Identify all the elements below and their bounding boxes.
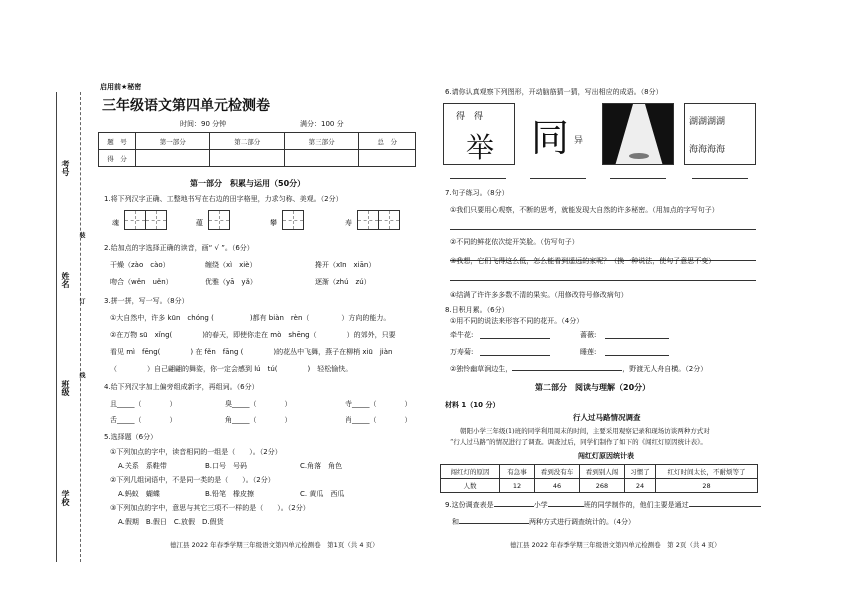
q5-text: 5.选择题（6分） bbox=[104, 433, 158, 441]
q9-e: 两种方式进行调查统计的。（4分） bbox=[529, 518, 635, 526]
q3-segment: ）的郊外，只要 bbox=[346, 331, 396, 339]
writing-grid[interactable] bbox=[282, 210, 304, 230]
q3-text: 3.拼一拼，写一写。（8分） bbox=[104, 297, 189, 305]
puzzle-image-1 bbox=[443, 103, 515, 165]
score-table-cell: 得 分 bbox=[99, 150, 136, 167]
q9-line1 bbox=[445, 500, 761, 510]
q4-char: 肖 bbox=[345, 416, 352, 424]
writing-grid[interactable] bbox=[145, 210, 167, 230]
q3-line bbox=[110, 313, 390, 323]
binding-line-outer bbox=[56, 92, 57, 562]
q1-text: 1.将下列汉字正确、工整地书写在右边的田字格里，力求匀称、美观。（2分） bbox=[104, 195, 343, 203]
writing-grid[interactable] bbox=[357, 210, 379, 230]
answer-line[interactable] bbox=[530, 178, 586, 179]
q2-option[interactable]: 逐渐（zhú zú） bbox=[315, 278, 371, 286]
score-input-part3[interactable] bbox=[284, 150, 358, 167]
answer-blank[interactable] bbox=[548, 506, 584, 507]
q9-line2 bbox=[452, 517, 635, 527]
answer-blank[interactable] bbox=[494, 506, 534, 507]
stats-cell: 24 bbox=[625, 479, 656, 493]
material-title: 行人过马路情况调查 bbox=[573, 413, 641, 422]
footer-left: 德江县 2022 年春季学期三年级语文第四单元检测卷 第1页（共 4 页） bbox=[170, 541, 379, 549]
q3-segment: 看见 mì fēng( bbox=[110, 348, 161, 356]
puzzle-image-3 bbox=[602, 103, 674, 165]
q4-item: 寺_____（ ） bbox=[345, 400, 412, 408]
q8-item: 蔷薇: bbox=[580, 331, 597, 339]
q7-sentence: ①我们只要用心观察，不断的思考，就能发现大自然的许多秘密。（用加点的字写句子） bbox=[450, 206, 719, 214]
score-table-cell: 第三部分 bbox=[284, 133, 358, 150]
q5-option[interactable]: B.铅笔 橡皮擦 bbox=[205, 490, 255, 498]
q8-item: 睡莲: bbox=[580, 348, 597, 356]
puzzle-2-char: 同 bbox=[531, 116, 570, 160]
q5-option[interactable]: A.蚂蚁 蝴蝶 bbox=[118, 490, 160, 498]
q4-char: 且 bbox=[110, 400, 117, 408]
q8-item: 牵牛花: bbox=[450, 331, 474, 339]
q5-stem: ②下列几组词语中，不是同一类的是（ ）。（2分） bbox=[110, 476, 275, 484]
stats-header: 看到别人闯 bbox=[580, 465, 625, 479]
label-class: 班级 bbox=[61, 380, 70, 396]
q7-sentence: ③我想，它们飞得这么低，怎么能看到遥远的家呢？（换一种说法，使句子意思不变） bbox=[450, 257, 716, 265]
q8-poem bbox=[450, 364, 707, 374]
stats-cell: 12 bbox=[500, 479, 535, 493]
q9-c: 班的同学制作的，他们主要是通过 bbox=[583, 501, 689, 509]
answer-line[interactable] bbox=[450, 178, 506, 179]
answer-line[interactable] bbox=[692, 178, 748, 179]
binding-mark-3: 线 bbox=[78, 372, 85, 378]
stats-header: 看到没有车 bbox=[535, 465, 580, 479]
stats-cell: 268 bbox=[580, 479, 625, 493]
full-score: 满分：100 分 bbox=[300, 120, 344, 128]
answer-line[interactable] bbox=[605, 355, 669, 356]
q3-segment: ①大自然中，许多 kūn chóng ( bbox=[110, 314, 214, 322]
answer-line[interactable] bbox=[605, 338, 669, 339]
answer-line[interactable] bbox=[450, 280, 756, 281]
q5-option[interactable]: A.关系 系鞋带 bbox=[118, 462, 167, 470]
q1-char: 攀 bbox=[270, 219, 277, 227]
q5-option[interactable]: C. 黄瓜 西瓜 bbox=[300, 490, 345, 498]
q7-sentence: ②不同的鲜花依次绽开笑脸。（仿写句子） bbox=[450, 238, 579, 246]
score-table-cell: 第二部分 bbox=[210, 133, 284, 150]
answer-line[interactable] bbox=[450, 229, 756, 230]
q2-text: 2.给加点的字选择正确的读音，画“ √ ”。（6分） bbox=[104, 244, 254, 252]
q7-text: 7.句子练习。（8分） bbox=[445, 189, 509, 197]
spotlight-icon bbox=[603, 104, 674, 165]
q2-option[interactable]: 优雅（yā yǎ） bbox=[205, 278, 257, 286]
score-input-part2[interactable] bbox=[210, 150, 284, 167]
stats-cell: 人数 bbox=[441, 479, 500, 493]
q3-line bbox=[110, 347, 392, 357]
q3-segment: ②在万物 sū xǐng( bbox=[110, 331, 173, 339]
q3-segment: )都有 biàn rèn（ bbox=[249, 314, 310, 322]
q4-char: 舌 bbox=[110, 416, 117, 424]
material-paragraph: 朝阳小学三年级(1)班的同学利用周末的时间，主要采用观察记录和现场访谈两种方式对 bbox=[460, 427, 710, 435]
q3-segment: ) 轻松愉快。 bbox=[307, 365, 353, 373]
q2-option[interactable]: 吻合（wěn uěn） bbox=[110, 278, 173, 286]
q8-item: 万寿菊: bbox=[450, 348, 474, 356]
score-table-cell: 题 号 bbox=[99, 133, 136, 150]
label-school: 学校 bbox=[61, 490, 70, 506]
label-exam-number: 考号 bbox=[61, 160, 70, 176]
stats-table bbox=[440, 464, 758, 493]
q6-text: 6.请你认真观察下列图形，开动脑筋猜一猜，写出相应的成语。（8分） bbox=[445, 88, 663, 96]
q3-segment: ) 在 fěn fāng ( bbox=[190, 348, 244, 356]
q9-a: 9.这份调查表是 bbox=[445, 501, 494, 509]
q1-char: 魂 bbox=[112, 219, 119, 227]
puzzle-1-char: 举 bbox=[466, 131, 495, 164]
binding-mark-2: 订 bbox=[78, 298, 85, 304]
q9-d: 和 bbox=[452, 518, 459, 526]
answer-blank[interactable] bbox=[512, 370, 622, 371]
puzzle-4-top: 湖湖湖湖 bbox=[689, 117, 726, 127]
q8-poem-start: ②独怜幽草涧边生， bbox=[450, 365, 513, 373]
stats-header: 红灯时间太长，不耐烦等了 bbox=[656, 465, 758, 479]
q4-item: 臭_____（ ） bbox=[225, 400, 292, 408]
stats-table-title: 闯红灯原因统计表 bbox=[578, 452, 634, 460]
puzzle-image-4 bbox=[684, 103, 756, 165]
puzzle-image-2 bbox=[529, 103, 591, 165]
q4-text: 4.给下列汉字加上偏旁组成新字，再组词。（6分） bbox=[104, 383, 259, 391]
q4-char: 角 bbox=[225, 416, 232, 424]
q3-segment: （ bbox=[110, 365, 117, 373]
stats-header: 习惯了 bbox=[625, 465, 656, 479]
q5-option[interactable]: C.角落 角色 bbox=[300, 462, 343, 470]
binding-mark-1: 装 bbox=[78, 232, 85, 238]
q4-char: 寺 bbox=[345, 400, 352, 408]
score-table-cell: 第一部分 bbox=[136, 133, 210, 150]
stats-header: 有急事 bbox=[500, 465, 535, 479]
q2-option[interactable]: 缠绕（xì xiè） bbox=[205, 261, 257, 269]
writing-grid[interactable] bbox=[124, 210, 146, 230]
q2-option[interactable]: 干燥（zào cào） bbox=[110, 261, 170, 269]
label-name: 姓名 bbox=[61, 272, 70, 288]
q8-text: 8.日积月累。（6分） bbox=[445, 306, 509, 314]
q7-sentence: ④结满了许许多多数不清的果实。（用修改符号修改病句） bbox=[450, 291, 628, 299]
writing-grid[interactable] bbox=[378, 210, 400, 230]
q3-segment: ）方向的能力。 bbox=[341, 314, 391, 322]
q3-segment: )的花丛中飞舞，燕子在柳梢 xiū jiàn bbox=[273, 348, 393, 356]
part2-title: 第二部分 阅读与理解（20分） bbox=[535, 383, 651, 392]
q3-segment: ）自己翩翩的舞姿，你一定会感到 lú tú( bbox=[147, 365, 278, 373]
stats-cell: 28 bbox=[656, 479, 758, 493]
footer-right: 德江县 2022 年春季学期三年级语文第四单元检测卷 第 2页（共 4 页） bbox=[510, 541, 721, 549]
q1-char: 寿 bbox=[345, 219, 352, 227]
q5-stem: ③下列加点的字中，意思与其它三项不一样的是（ ）。（2分） bbox=[110, 504, 310, 512]
score-table bbox=[98, 132, 416, 167]
q5-stem: ①下列加点的字中，读音相同的一组是（ ）。（2分） bbox=[110, 448, 282, 456]
q1-char: 蕴 bbox=[196, 219, 203, 227]
score-input-part1[interactable] bbox=[136, 150, 210, 167]
material-paragraph: “行人过马路”的情况进行了调查。调查过后，同学们制作了如下的《闯红灯原因统计表》。 bbox=[450, 438, 707, 446]
part1-title: 第一部分 积累与运用（50分） bbox=[190, 179, 306, 188]
puzzle-4-bottom: 海海海海 bbox=[689, 145, 726, 155]
q3-segment: )的春天，即使你走在 mò shēng（ bbox=[202, 331, 317, 339]
q4-item: 舌_____（ ） bbox=[110, 416, 177, 424]
binding-line-dashed bbox=[80, 92, 81, 562]
exam-time: 时间：90 分钟 bbox=[180, 120, 227, 128]
q2-option[interactable]: 搀开（xīn xiān） bbox=[315, 261, 376, 269]
answer-line[interactable] bbox=[480, 338, 550, 339]
q4-item: 肖_____（ ） bbox=[345, 416, 412, 424]
answer-line[interactable] bbox=[610, 178, 666, 179]
score-table-cell: 总 分 bbox=[359, 133, 416, 150]
answer-blank[interactable] bbox=[459, 523, 529, 524]
page-title: 三年级语文第四单元检测卷 bbox=[102, 98, 270, 114]
q4-item: 角_____（ ） bbox=[225, 416, 292, 424]
q5-option[interactable]: B.口号 号码 bbox=[205, 462, 248, 470]
q3-line bbox=[110, 364, 352, 374]
answer-blank[interactable] bbox=[689, 506, 761, 507]
q5-options[interactable]: A.假期 B.假日 C.放假 D.假货 bbox=[118, 518, 224, 526]
secret-label: 启用前★秘密 bbox=[100, 83, 142, 91]
stats-cell: 46 bbox=[535, 479, 580, 493]
puzzle-1-top: 得 得 bbox=[456, 112, 484, 122]
writing-grid[interactable] bbox=[208, 210, 230, 230]
puzzle-2-small: 异 bbox=[572, 135, 582, 144]
answer-line[interactable] bbox=[480, 355, 550, 356]
q4-item: 且_____（ ） bbox=[110, 400, 177, 408]
stats-header: 闯红灯的原因 bbox=[441, 465, 500, 479]
material-label: 材料 1（10 分） bbox=[445, 401, 500, 409]
q8-poem-end: ，野渡无人舟自横。（2分） bbox=[622, 365, 708, 373]
q8-sub: ①用不同的说法来形容不同的花开。（4分） bbox=[450, 317, 584, 325]
q3-line bbox=[110, 330, 396, 340]
score-input-total[interactable] bbox=[359, 150, 416, 167]
q4-char: 臭 bbox=[225, 400, 232, 408]
q9-b: 小学 bbox=[533, 501, 548, 509]
